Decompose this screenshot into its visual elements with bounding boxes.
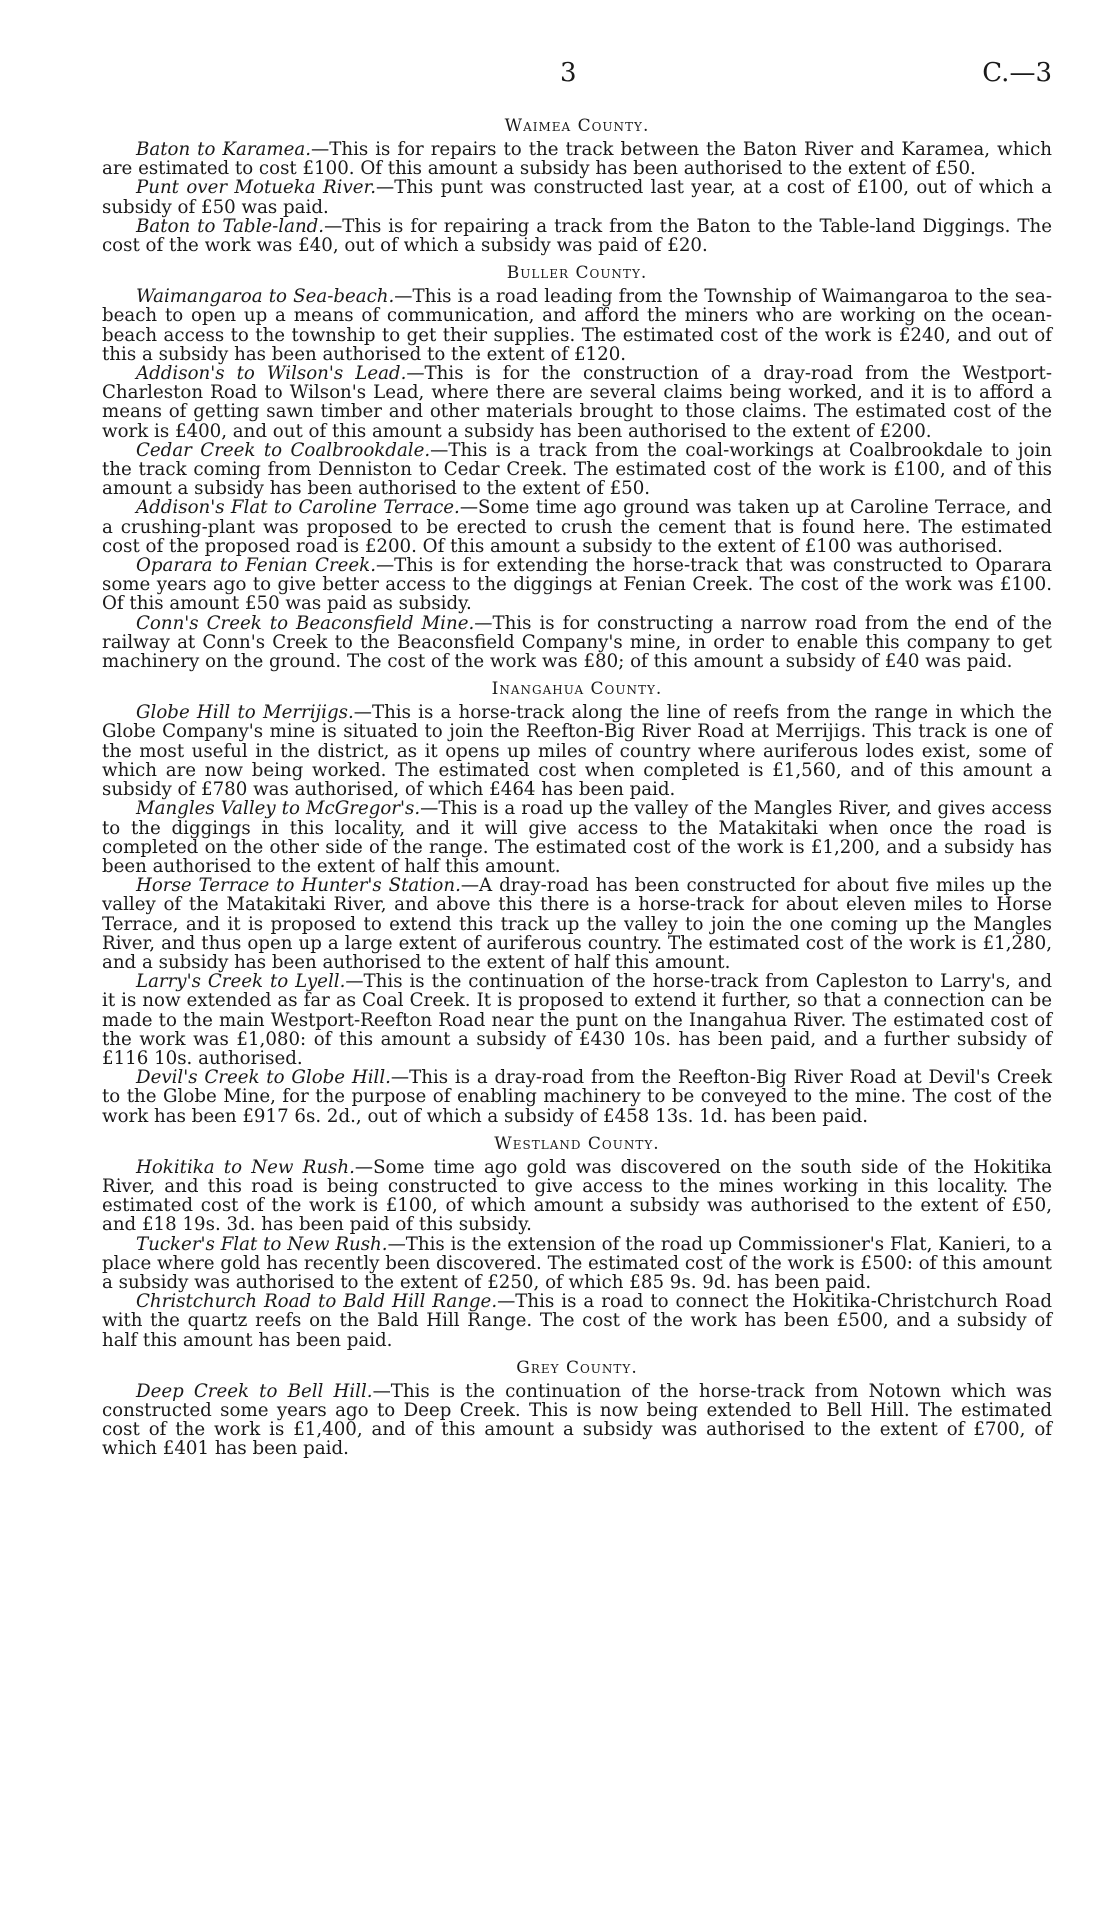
entry-text: —This is for constructing a narrow road from the end of the railway at Conn's Creek to the Beaconsfield Company's mine, in order to enable this company to get machinery on the ground. The cost of the work was £80; of this amount a subsidy of £40 was paid.: [102, 612, 1052, 673]
entry-text: —This is a road up the valley of the Mangles River, and gives access to the diggings in this locality, and it will give access to the Matakitaki when once the road is completed on the other side of the range. The estimated cost of the work is £1,200, and a subsidy has been authorised to the extent of half this amount.: [102, 798, 1053, 877]
paragraph-entry: [102, 614, 1052, 672]
entry-title: Globe Hill to Merrijigs.: [136, 702, 354, 724]
entry-title: Waimangaroa to Sea-beach.: [136, 286, 395, 308]
entry-title: Tucker's Flat to New Rush.: [136, 1233, 388, 1255]
entry-title: Hokitika to New Rush.: [136, 1156, 355, 1178]
entry-text: —This is a road leading from the Township of Waimangaroa to the sea-beach to open up a means of communication, and afford the miners who are working on the ocean-beach access to the township to get their supplies. The estimated cost of the work is £240, and out of this a subsidy has been authorised to the extent of £120.: [102, 286, 1053, 365]
paragraph-entry: [102, 178, 1052, 216]
paragraph-entry: [102, 287, 1052, 364]
entry-title: Mangles Valley to McGregor's.: [136, 798, 421, 820]
entry-text: —This is the extension of the road up Commissioner's Flat, Kanieri, to a place where gold has recently been discovered. The estimated cost of the work is £500: of this amount a subsidy was authorised to the extent of £250, of which £85 9s. 9d. has been paid.: [102, 1233, 1053, 1293]
entry-title: Addison's Flat to Caroline Terrace.: [136, 497, 460, 519]
entry-title: Christchurch Road to Bald Hill Range.: [136, 1291, 498, 1313]
entry-text: —This punt was constructed last year, at a cost of £100, out of which a subsidy of £50 was paid.: [102, 177, 1053, 218]
entry-text: —This is a dray-road from the Reefton-Big River Road at Devil's Creek to the Globe Mine, for the purpose of enabling machinery to be conveyed to the mine. The cost of the work has been £917 6s. 2d., out of which a subsidy of £458 13s. 1d. has been paid.: [102, 1067, 1052, 1127]
entry-text: —This is a road to connect the Hokitika-Christchurch Road with the quartz reefs on the Bald Hill Range. The cost of the work has been £500, and a subsidy of half this amount has been paid.: [102, 1291, 1052, 1351]
entry-title: Horse Terrace to Hunter's Station.: [136, 875, 461, 897]
section-heading: Grey County.: [516, 1357, 638, 1378]
entry-text: —Some time ago gold was discovered on the south side of the Hokitika River, and this road is being constructed to give access to the mines working in this locality. The estimated cost of the work is £100, of which amount a subsidy was authorised to the extent of £50, and £18 19s. 3d. has been paid of this subsidy.: [102, 1156, 1052, 1236]
paragraph-entry: [102, 703, 1052, 799]
document-reference: C.—3: [982, 58, 1052, 88]
section-heading: Inangahua County.: [491, 679, 663, 700]
section-heading: Buller County.: [506, 263, 648, 284]
paragraph-entry: [102, 441, 1052, 499]
paragraph-entry: [102, 876, 1052, 972]
paragraph-entry: [102, 364, 1052, 441]
paragraph-entry: [102, 1235, 1052, 1293]
entry-title: Addison's to Wilson's Lead.: [136, 363, 407, 385]
entry-text: —Some time ago ground was taken up at Caroline Terrace, and a crushing-plant was proposed to be erected to crush the cement that is found here. The estimated cost of the proposed road is £200. Of this amount a subsidy to the extent of £100 was authorised.: [102, 497, 1052, 557]
paragraph-entry: [102, 217, 1052, 255]
section-heading: Waimea County.: [504, 116, 650, 136]
paragraph-entry: [102, 799, 1052, 876]
entry-text: —This is for the construction of a dray-road from the Westport-Charleston Road to Wilson's Lead, where there are several claims being worked, and it is to afford a means of getting sawn timber and other materials brought to those claims. The estimated cost of the work is £400, and out of this amount a subsidy has been authorised to the extent of £200.: [102, 363, 1052, 442]
paragraph-entry: [102, 1292, 1052, 1350]
entry-text: —This is the continuation of the horse-track from Notown which was constructed some years ago to Deep Creek. This is now being extended to Bell Hill. The estimated cost of the work is £1,400, and of this amount a subsidy was authorised to the extent of £700, of which £401 has been paid.: [102, 1380, 1052, 1460]
page-header: [102, 58, 1052, 108]
entry-text: —This is for extending the horse-track that was constructed to Oparara some years ago to give better access to the diggings at Fenian Creek. The cost of the work was £100. Of this amount £50 was paid as subsidy.: [102, 555, 1052, 615]
entry-title: Oparara to Fenian Creek.: [136, 555, 376, 577]
paragraph-entry: [102, 498, 1052, 556]
paragraph-entry: [102, 1068, 1052, 1126]
entry-title: Conn's Creek to Beaconsfield Mine.: [136, 612, 475, 634]
entry-text: —A dray-road has been constructed for about five miles up the valley of the Matakitaki River, and above this there is a horse-track for about eleven miles to Horse Terrace, and it is proposed to extend this track up the valley to join the one coming up the Mangles River, and thus open up a large extent of auriferous country. The estimated cost of the work is £1,280, and a subsidy has been authorised to the extent of half this amount.: [102, 875, 1053, 973]
entry-text: —This is for repairing a track from the Baton to the Table-land Diggings. The cost of the work was £40, out of which a subsidy was paid of £20.: [102, 215, 1052, 257]
paragraph-entry: [102, 1382, 1052, 1459]
entry-title: Baton to Karamea.: [136, 139, 312, 160]
entry-title: Deep Creek to Bell Hill.: [136, 1380, 373, 1402]
paragraph-entry: [102, 140, 1052, 178]
entry-title: Cedar Creek to Coalbrookdale.: [136, 439, 431, 461]
page-number: 3: [560, 58, 577, 88]
document-body: [102, 116, 1052, 1459]
paragraph-entry: [102, 1158, 1052, 1235]
paragraph-entry: [102, 556, 1052, 614]
entry-title: Larry's Creek to Lyell.: [136, 971, 346, 993]
entry-text: —This is for repairs to the track between the Baton River and Karamea, which are estimated to cost £100. Of this amount a subsidy has been authorised to the extent of £50.: [102, 139, 1053, 180]
entry-title: Devil's Creek to Globe Hill.: [136, 1067, 391, 1089]
entry-text: —This is the continuation of the horse-track from Capleston to Larry's, and it is now extended as far as Coal Creek. It is proposed to extend it further, so that a connection can be made to the main Westport-Reefton Road near the punt on the Inangahua River. The estimated cost of the work was £1,080: of this amount a subsidy of £430 10s. has been paid, and a further subsidy of £116 10s. authorised.: [102, 971, 1052, 1069]
entry-text: —This is a track from the coal-workings at Coalbrookdale to join the track coming from Denniston to Cedar Creek. The estimated cost of the work is £100, and of this amount a subsidy has been authorised to the extent of £50.: [102, 439, 1052, 500]
entry-text: —This is a horse-track along the line of reefs from the range in which the Globe Company's mine is situated to join the Reefton-Big River Road at Merrijigs. This track is one of the most useful in the district, as it opens up miles of country where auriferous lodes exist, some of which are now being worked. The estimated cost when completed is £1,560, and of this amount a subsidy of £780 was authorised, of which £464 has been paid.: [102, 702, 1052, 801]
paragraph-entry: [102, 972, 1052, 1068]
entry-title: Baton to Table-land.: [136, 215, 325, 237]
section-heading: Westland County.: [494, 1133, 660, 1154]
entry-title: Punt over Motueka River.: [136, 177, 377, 199]
